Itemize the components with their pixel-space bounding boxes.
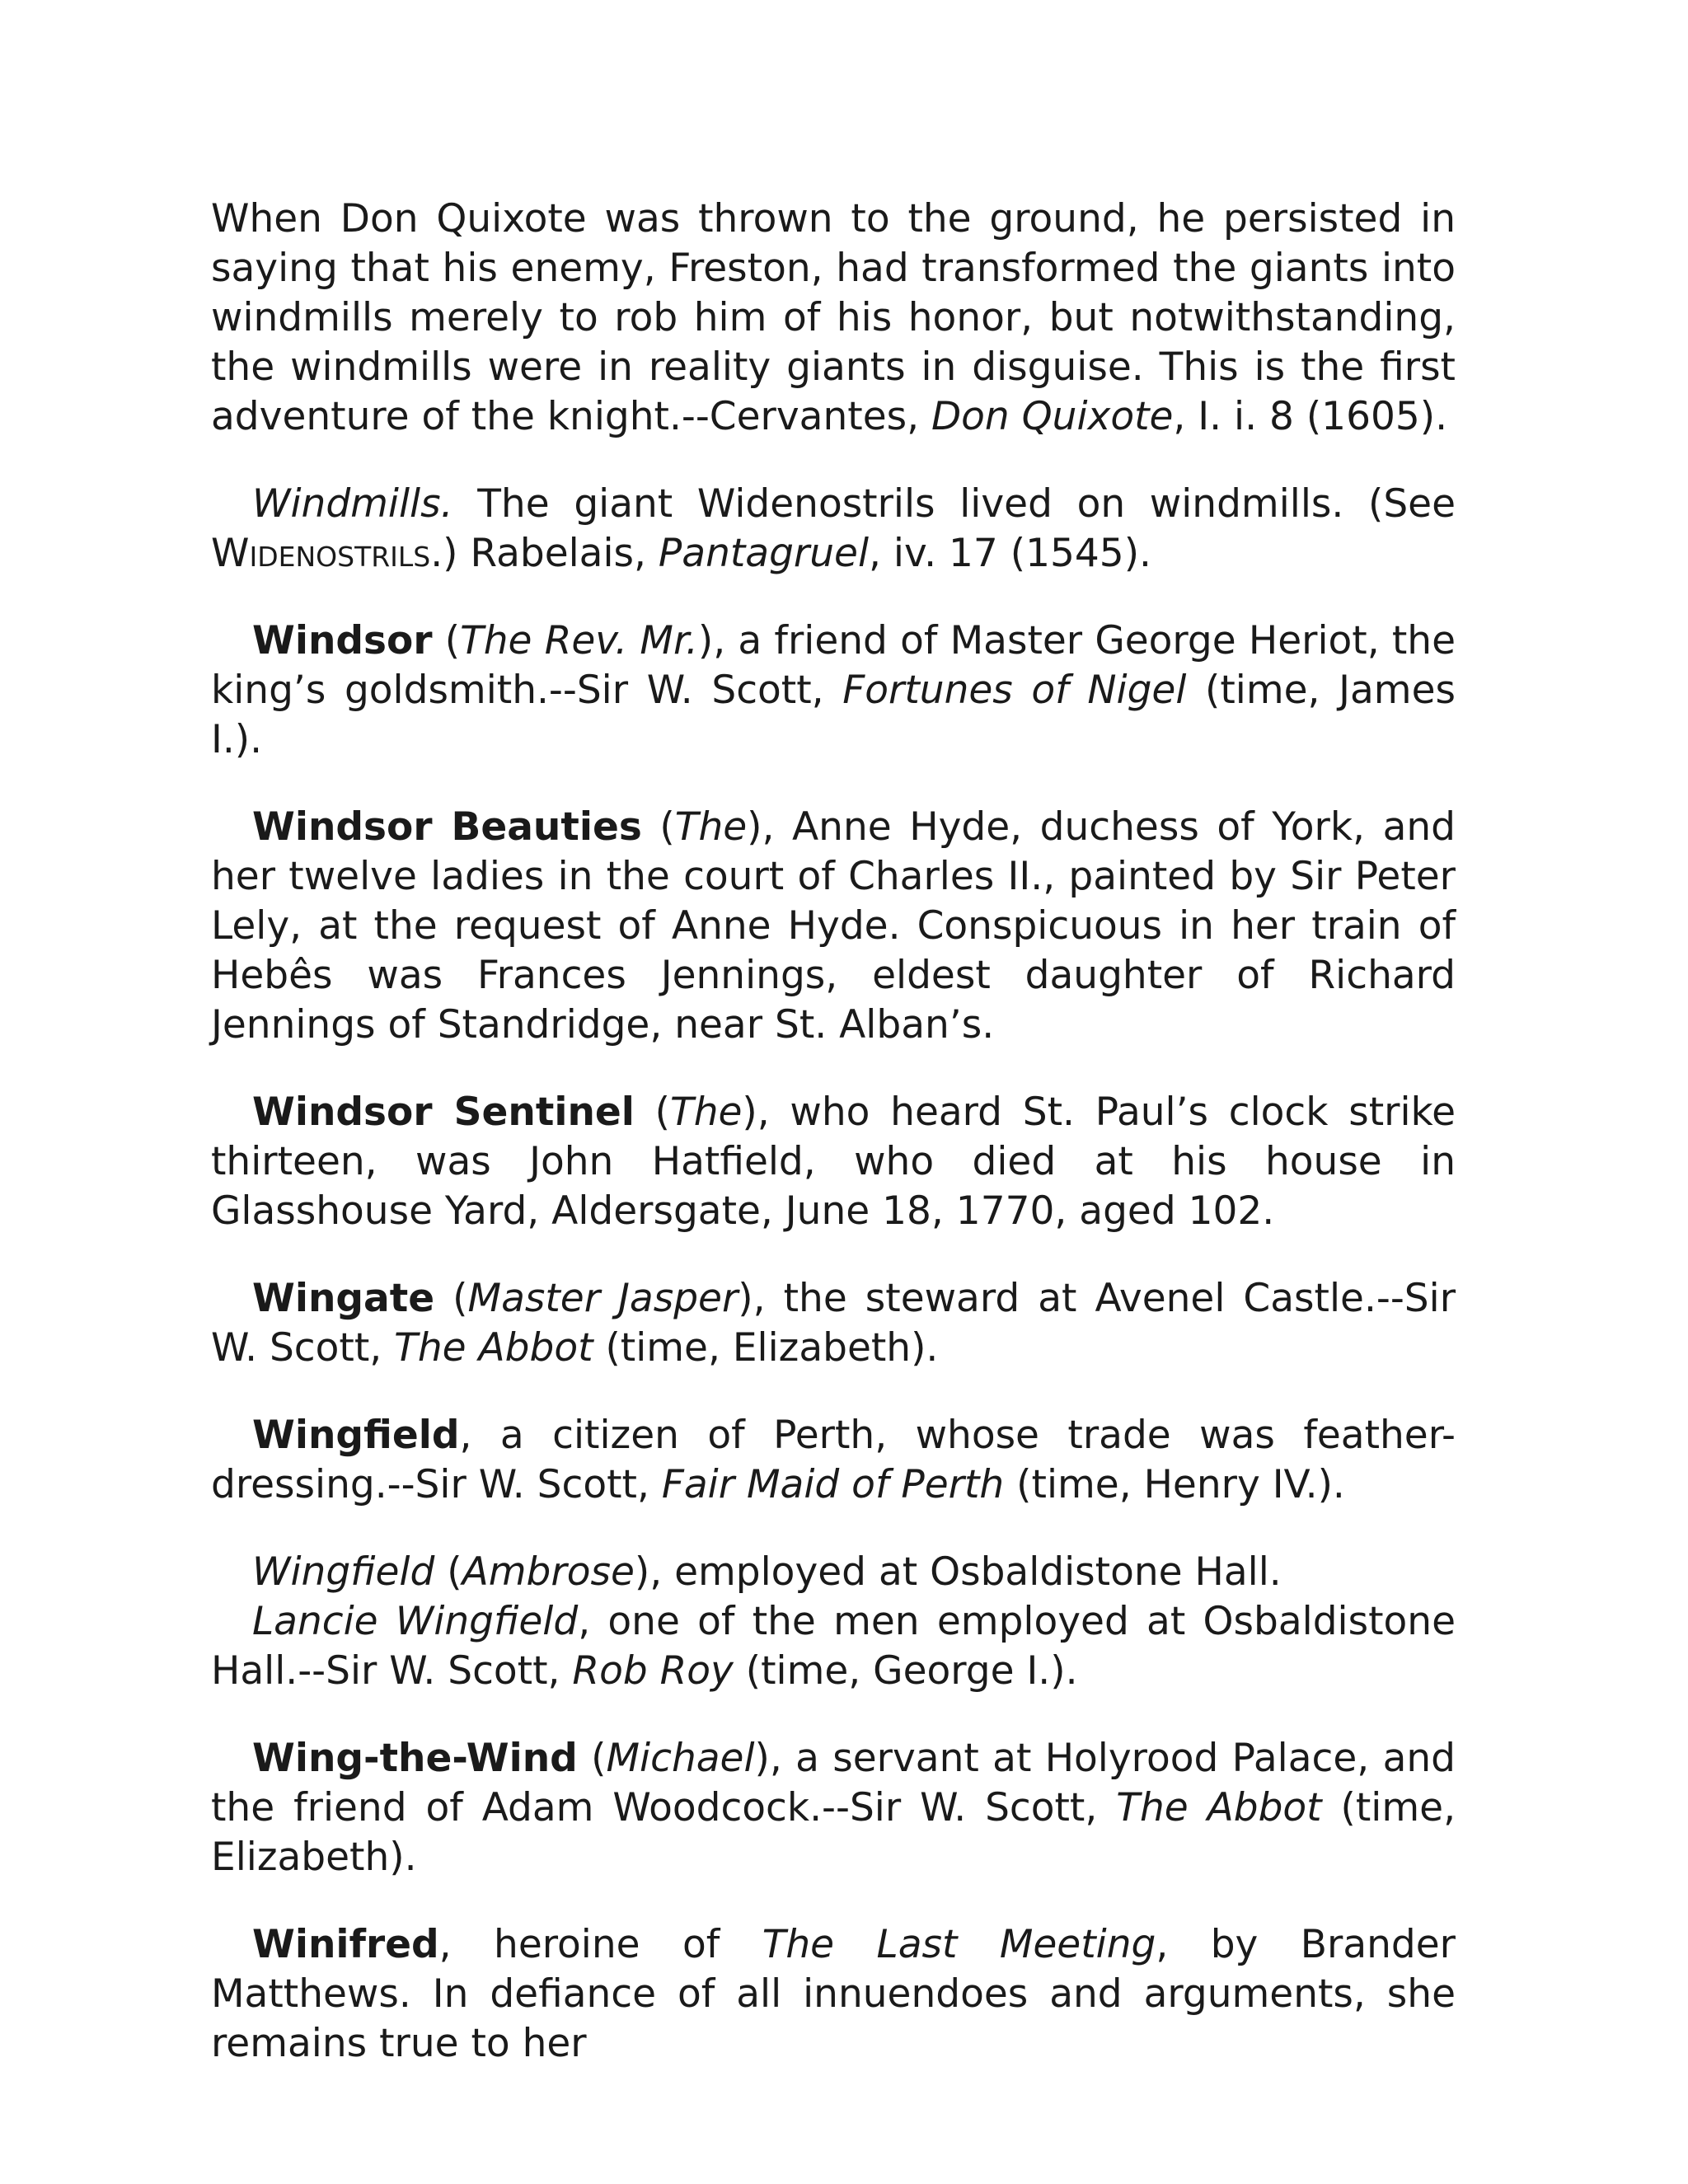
italic-text: Don Quixote — [931, 394, 1174, 439]
text-run: , by Brander Matthews. In defiance of all innuendoes and arguments, she remains true to her — [211, 1922, 1456, 2066]
text-run: ), a friend of Master George Heriot, the king’s goldsmith.--Sir W. Scott, — [211, 618, 1456, 713]
entry-quixote-windmills — [211, 194, 1456, 442]
italic-text: The — [669, 1090, 743, 1135]
text-run: (time, Elizabeth). — [211, 1785, 1456, 1880]
headword: Windsor — [252, 618, 433, 663]
text-run: , one of the men employed at Osbaldistone Hall.--Sir W. Scott, — [211, 1599, 1456, 1694]
text-run: , iv. 17 (1545). — [869, 531, 1151, 576]
text-run: ( — [434, 1276, 468, 1321]
headword: Wingfield — [252, 1413, 460, 1458]
text-run: ), who heard St. Paul’s clock strike thirteen, was John Hatfield, who died at his house in Glasshouse Yard, Aldersgate, June 18, 1770, aged 102. — [211, 1090, 1456, 1234]
headword: Windsor Sentinel — [252, 1090, 635, 1135]
text-run: (time, Henry IV.). — [1004, 1462, 1345, 1507]
headword: Wing-the-Wind — [252, 1736, 578, 1781]
text-run: ( — [634, 1090, 670, 1135]
text-run: , heroine of — [438, 1922, 762, 1967]
italic-text: The Abbot — [394, 1325, 593, 1371]
italic-text: Master Jasper — [467, 1276, 738, 1321]
text-run: ( — [577, 1736, 607, 1781]
text-run: ), employed at Osbaldistone Hall. — [634, 1549, 1282, 1595]
headword: Winifred — [252, 1922, 439, 1967]
text-run: ), the steward at Avenel Castle.--Sir W. Scott, — [211, 1276, 1456, 1371]
text-run: .) Rabelais, — [430, 531, 659, 576]
italic-text: Ambrose — [462, 1549, 635, 1595]
italic-text: Fair Maid of Perth — [661, 1462, 1005, 1507]
small-caps-text: Widenostrils — [211, 531, 431, 576]
text-run: ( — [641, 804, 675, 850]
entry-wing-the-wind — [211, 1734, 1456, 1882]
text-run: , I. i. 8 (1605). — [1173, 394, 1448, 439]
text-run: , a citizen of Perth, whose trade was feather-dressing.--Sir W. Scott, — [211, 1413, 1456, 1507]
text-run: ( — [434, 1549, 462, 1595]
text-run: (time, James I.). — [211, 668, 1456, 762]
entry-wingate — [211, 1274, 1456, 1373]
italic-text: Windmills. — [252, 481, 453, 527]
headword: Windsor Beauties — [252, 804, 642, 850]
italic-text: Pantagruel — [658, 531, 870, 576]
entry-windsor — [211, 616, 1456, 765]
page-body — [211, 194, 1456, 2107]
italic-text: The — [674, 804, 748, 850]
entry-winifred — [211, 1920, 1456, 2069]
entry-wingfield — [211, 1411, 1456, 1510]
text-run: ), Anne Hyde, duchess of York, and her twelve ladies in the court of Charles II., painted by Sir Peter Lely, at the request of Anne Hyde. Conspicuous in her train of Hebês was Frances Jennings, eldest daughter of Richard Jennings of Standridge, near St. Alban’s. — [211, 804, 1456, 1047]
italic-text: Wingfield — [252, 1549, 435, 1595]
entry-windsor-beauties — [211, 803, 1456, 1050]
text-run: When Don Quixote was thrown to the ground, he persisted in saying that his enemy, Freston, had transformed the giants into windmills merely to rob him of his honor, but notwithstanding, the windmills were in reality giants in disguise. This is the first adventure of the knight.--Cervantes, — [211, 196, 1456, 439]
text-run: ), a servant at Holyrood Palace, and the friend of Adam Woodcock.--Sir W. Scott, — [211, 1736, 1456, 1830]
italic-text: Fortunes of Nigel — [842, 668, 1187, 713]
entry-line — [211, 1597, 1456, 1696]
entry-wingfield-ambrose — [211, 1548, 1456, 1696]
entry-windsor-sentinel — [211, 1088, 1456, 1236]
entry-windmills — [211, 480, 1456, 579]
italic-text: The Last Meeting — [762, 1922, 1156, 1967]
headword: Wingate — [252, 1276, 435, 1321]
italic-text: Michael — [606, 1736, 755, 1781]
italic-text: Rob Roy — [572, 1648, 734, 1694]
text-run: ( — [432, 618, 461, 663]
text-run: (time, George I.). — [733, 1648, 1078, 1694]
italic-text: The Abbot — [1116, 1785, 1322, 1830]
italic-text: Lancie Wingfield — [252, 1599, 579, 1644]
entry-line — [211, 1548, 1456, 1597]
text-run: (time, Elizabeth). — [593, 1325, 939, 1371]
text-run: The giant Widenostrils lived on windmills. (See — [452, 481, 1456, 527]
italic-text: The Rev. Mr. — [460, 618, 698, 663]
